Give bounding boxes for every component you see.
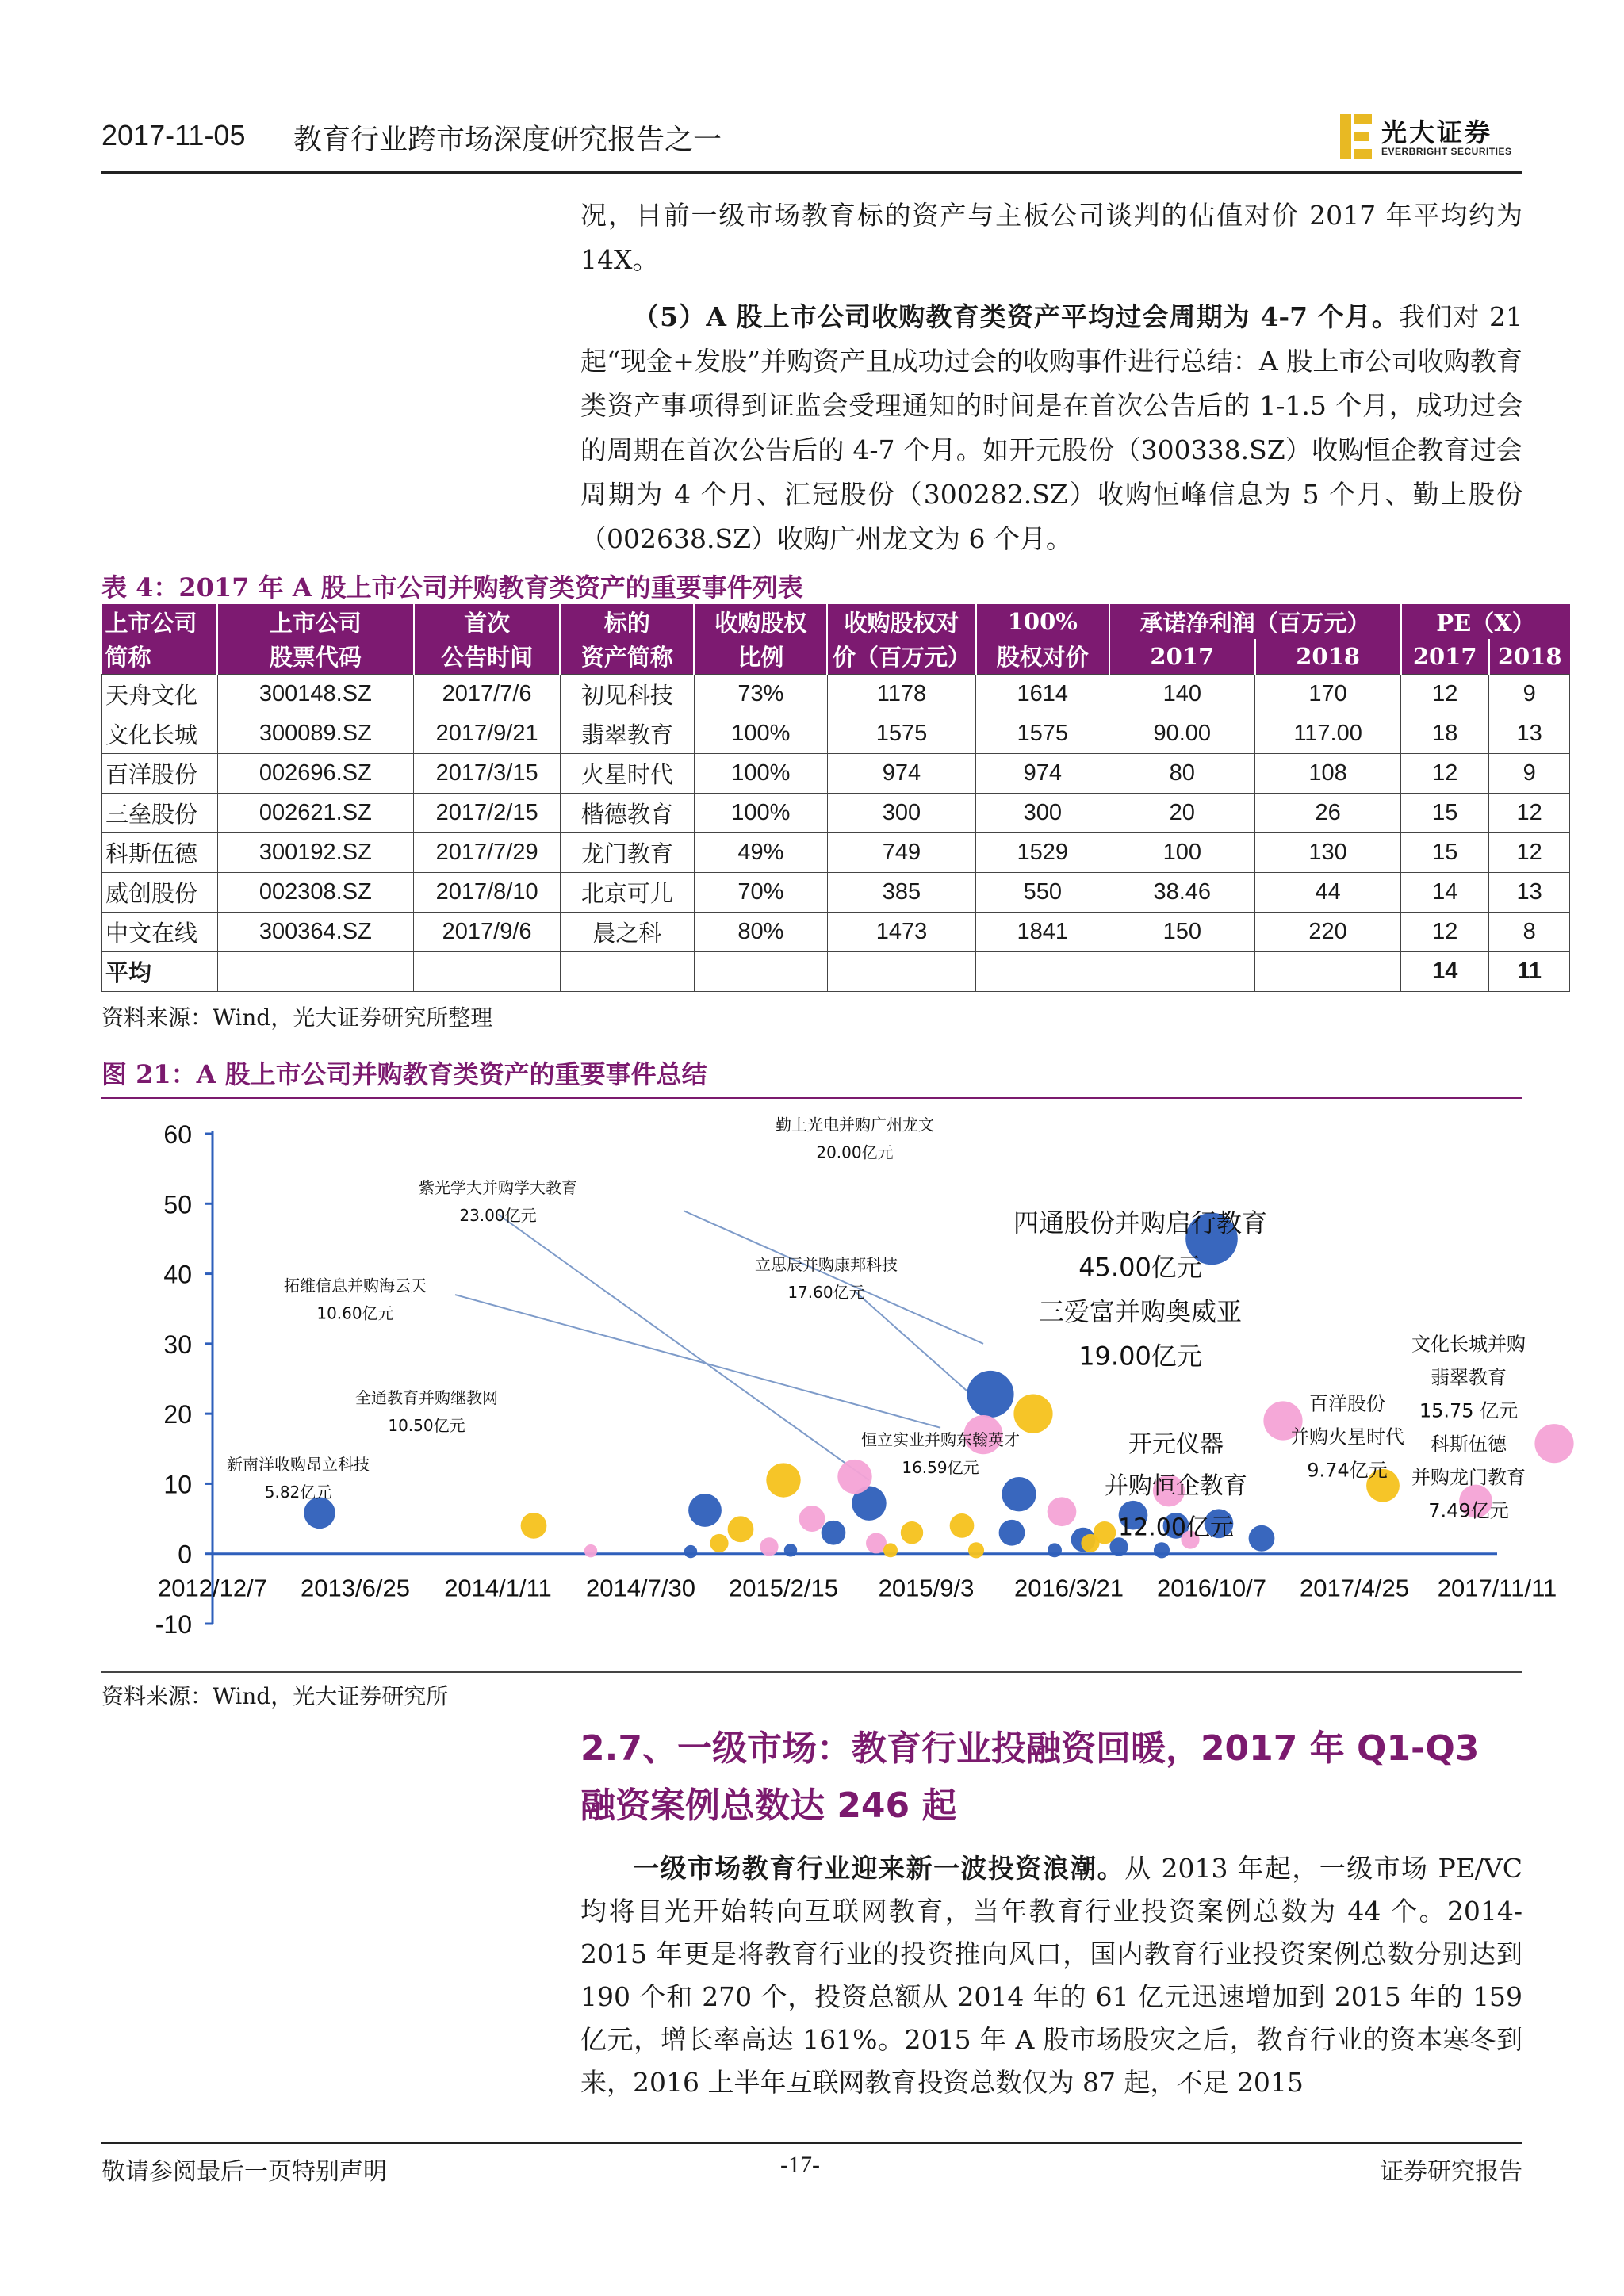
table-cell (560, 951, 694, 991)
table-row (102, 793, 1570, 832)
paragraph-valuation: 况，目前一级市场教育标的资产与主板公司谈判的估值对价 2017 年平均约为 14X。 (580, 200, 1522, 275)
x-tick-label: 2016/10/7 (1157, 1574, 1266, 1602)
y-tick-label: 0 (178, 1540, 192, 1569)
th-target: 标的 (560, 604, 694, 639)
table-cell: 002621.SZ (217, 793, 414, 832)
header-date: 2017-11-05 (102, 119, 246, 151)
th-company: 上市公司 (102, 604, 218, 639)
annotation-label: 开元仪器 (1128, 1430, 1224, 1459)
table-row (102, 674, 1570, 714)
bubble-blue (688, 1494, 722, 1527)
table-cell: 18 (1401, 714, 1489, 753)
table-cell: 300148.SZ (217, 674, 414, 714)
table-cell: 火星时代 (560, 753, 694, 793)
th2-equity: 股权对价 (976, 639, 1109, 674)
table-row (102, 832, 1570, 872)
table-cell: 2017/2/15 (414, 793, 561, 832)
table-cell: 1575 (827, 714, 975, 753)
logo (1340, 111, 1522, 162)
table-cell: 14 (1401, 951, 1489, 991)
bubble-pink (1534, 1424, 1573, 1463)
y-tick-label: 60 (163, 1120, 192, 1149)
table-cell: 晨之科 (560, 912, 694, 951)
annotation-leader-line (855, 1292, 969, 1393)
table-cell: 38.46 (1109, 872, 1255, 912)
footer-disclaimer: 敬请参阅最后一页特别声明 (102, 2158, 387, 2186)
bubble-blue (822, 1521, 846, 1545)
paragraph-approval-cycle-lead: （5）A 股上市公司收购教育类资产平均过会周期为 4-7 个月。 (633, 301, 1400, 332)
table-cell: 12 (1401, 753, 1489, 793)
table-cell: 20 (1109, 793, 1255, 832)
annotation-label: 勤上光电并购广州龙文 (776, 1115, 934, 1135)
table-cell: 1178 (827, 674, 975, 714)
table-cell: 1841 (976, 912, 1109, 951)
table-cell: 130 (1255, 832, 1401, 872)
table-cell: 15 (1401, 793, 1489, 832)
table-header-row-1 (102, 604, 1570, 639)
figure-source: 资料来源：Wind，光大证券研究所 (102, 1683, 449, 1709)
annotation-label: 立思辰并购康邦科技 (755, 1255, 898, 1275)
table-cell: 9 (1489, 753, 1570, 793)
annotation-label: 20.00亿元 (816, 1142, 894, 1162)
annotation-label: 百洋股份 (1309, 1392, 1385, 1415)
th-first: 首次 (414, 604, 561, 639)
table-cell: 12 (1489, 793, 1570, 832)
table-cell: 80 (1109, 753, 1255, 793)
y-tick-label: 30 (163, 1330, 192, 1359)
table-cell (976, 951, 1109, 991)
bubble-pink (760, 1537, 778, 1556)
table-cell: 100% (694, 753, 827, 793)
table-cell: 1575 (976, 714, 1109, 753)
table-cell: 140 (1109, 674, 1255, 714)
annotation-label: 拓维信息并购海云天 (284, 1276, 427, 1295)
annotation-label: 科斯伍德 (1431, 1433, 1507, 1456)
table-source: 资料来源：Wind，光大证券研究所整理 (102, 1004, 493, 1031)
bubble-chart (102, 1100, 1557, 1655)
table-cell: 26 (1255, 793, 1401, 832)
table-row-average (102, 951, 1570, 991)
table-cell (1255, 951, 1401, 991)
bubble-blue (967, 1371, 1013, 1418)
table-cell: 220 (1255, 912, 1401, 951)
table-cell: 12 (1401, 674, 1489, 714)
y-tick-label: 40 (163, 1260, 192, 1289)
table-cell: 80% (694, 912, 827, 951)
y-tick-label: 10 (163, 1470, 192, 1499)
table-cell: 300364.SZ (217, 912, 414, 951)
annotation-label: 并购火星时代 (1290, 1425, 1404, 1448)
bubble-blue (999, 1520, 1025, 1546)
table-cell: 1473 (827, 912, 975, 951)
table-cell (414, 951, 561, 991)
figure-caption: 图 21：A 股上市公司并购教育类资产的重要事件总结 (102, 1059, 707, 1089)
table-cell: 2017/3/15 (414, 753, 561, 793)
ma-events-table (102, 604, 1570, 992)
table-cell: 2017/9/21 (414, 714, 561, 753)
table-cell: 749 (827, 832, 975, 872)
table-row (102, 912, 1570, 951)
table-cell: 中文在线 (102, 912, 218, 951)
bubble-pink (799, 1506, 825, 1532)
y-tick-label: 50 (163, 1190, 192, 1219)
th2-profit-2017: 2017 (1109, 639, 1255, 674)
table-cell: 002308.SZ (217, 872, 414, 912)
table-cell: 49% (694, 832, 827, 872)
paragraph-primary-market (580, 1847, 1522, 2104)
bubble-blue (1154, 1542, 1170, 1558)
table-cell (694, 951, 827, 991)
y-tick-label: -10 (155, 1610, 192, 1639)
bubble-pink (837, 1460, 871, 1494)
table-cell: 天舟文化 (102, 674, 218, 714)
th-consideration: 收购股权对 (827, 604, 975, 639)
annotation-leader-line (455, 1295, 940, 1428)
paragraph-primary-market-text: 从 2013 年起，一级市场 PE/VC 均将目光开始转向互联网教育，当年教育行业投资案例总数为 44 个。2014-2015 年更是将教育行业的投资推向风口，国内教育行业投资案例总数分别达到 190 个和 270 个，投资总额从 2014 年的 61 亿元迅速增加到 2015 年的 159 亿元，增长率高达 161%。2015 年 A 股市场股灾之后，教育行业的资本寒冬到来，2016 上半年互联网教育投资总数仅为 87 起，不足 2015 (580, 1853, 1523, 2098)
header-divider (102, 171, 1522, 174)
annotation-label: 四通股份并购启行教育 (1013, 1207, 1268, 1238)
logo-text-cn: 光大证券 (1381, 117, 1493, 147)
table-cell: 100 (1109, 832, 1255, 872)
table-cell (1109, 951, 1255, 991)
annotation-label: 5.82亿元 (264, 1482, 332, 1502)
bubble-pink (1048, 1497, 1077, 1526)
table-cell: 13 (1489, 872, 1570, 912)
th-code: 上市公司 (217, 604, 414, 639)
table-cell: 108 (1255, 753, 1401, 793)
bubble-gold (901, 1521, 923, 1544)
paragraph-approval-cycle-text: 我们对 21 起“现金+发股”并购资产且成功过会的收购事件进行总结：A 股上市公司收购教育类资产事项得到证监会受理通知的时间是在首次公告后的 1-1.5 个月，成功过会的周期在首次公告后的 4-7 个月。如开元股份（300338.SZ）收购恒企教育过会周期为 4 个月、汇冠股份（300282.SZ）收购恒峰信息为 5 个月、勤上股份（002638.SZ）收购广州龙文为 6 个月。 (580, 301, 1522, 554)
table-cell: 威创股份 (102, 872, 218, 912)
table-cell: 楷德教育 (560, 793, 694, 832)
table-caption: 表 4：2017 年 A 股上市公司并购教育类资产的重要事件列表 (102, 572, 803, 603)
table-cell: 300192.SZ (217, 832, 414, 872)
table-cell: 2017/8/10 (414, 872, 561, 912)
annotation-label: 恒立实业并购东翰英才 (861, 1429, 1020, 1449)
annotation-label: 10.50亿元 (388, 1415, 465, 1435)
annotation-label: 新南洋收购昂立科技 (227, 1454, 370, 1474)
annotation-label: 7.49亿元 (1428, 1499, 1509, 1522)
table-cell: 龙门教育 (560, 832, 694, 872)
th2-code: 股票代码 (217, 639, 414, 674)
footer-divider (102, 2142, 1522, 2144)
bubble-blue (684, 1545, 697, 1558)
annotation-label: 23.00亿元 (459, 1206, 537, 1226)
annotation-label: 16.59亿元 (902, 1457, 979, 1477)
table-cell: 科斯伍德 (102, 832, 218, 872)
annotation-label: 15.75 亿元 (1419, 1399, 1519, 1422)
table-row (102, 753, 1570, 793)
table-cell: 2017/7/6 (414, 674, 561, 714)
page-header (102, 111, 1522, 168)
table-cell: 平均 (102, 951, 218, 991)
table-cell: 12 (1401, 912, 1489, 951)
table-cell (217, 951, 414, 991)
page-number: -17- (780, 2152, 820, 2178)
bubble-gold (968, 1542, 984, 1558)
table-cell: 300089.SZ (217, 714, 414, 753)
figure-caption-rule (102, 1097, 1522, 1099)
annotation-label: 并购恒企教育 (1105, 1472, 1247, 1501)
table-cell: 117.00 (1255, 714, 1401, 753)
bubble-gold (728, 1516, 754, 1542)
bubble-blue (304, 1498, 335, 1529)
table-cell: 北京可儿 (560, 872, 694, 912)
th-pe: PE（X） (1401, 604, 1570, 639)
table-cell: 002696.SZ (217, 753, 414, 793)
table-cell: 12 (1489, 832, 1570, 872)
paragraph-primary-market-lead: 一级市场教育行业迎来新一波投资浪潮。 (633, 1853, 1125, 1884)
table-cell: 14 (1401, 872, 1489, 912)
table-row (102, 714, 1570, 753)
table-cell: 100% (694, 793, 827, 832)
table-cell: 300 (827, 793, 975, 832)
annotation-label: 翡翠教育 (1431, 1366, 1507, 1389)
bubble-blue (1249, 1525, 1275, 1552)
figure-bottom-rule (102, 1671, 1522, 1673)
x-tick-label: 2014/1/11 (444, 1574, 552, 1602)
x-tick-label: 2015/9/3 (878, 1574, 975, 1602)
x-tick-label: 2015/2/15 (729, 1574, 838, 1602)
th2-ratio: 比例 (694, 639, 827, 674)
bubble-gold (950, 1513, 975, 1538)
table-cell: 11 (1489, 951, 1570, 991)
x-tick-label: 2012/12/7 (158, 1574, 267, 1602)
annotation-leader-line (684, 1211, 983, 1344)
table-cell: 1529 (976, 832, 1109, 872)
table-cell: 2017/9/6 (414, 912, 561, 951)
th2-profit-2018: 2018 (1255, 639, 1401, 674)
annotation-label: 9.74亿元 (1307, 1459, 1388, 1482)
table-cell: 1614 (976, 674, 1109, 714)
bubble-blue (784, 1544, 797, 1556)
table-header-row-2 (102, 639, 1570, 674)
bubble-blue (1002, 1477, 1036, 1511)
table-cell (827, 951, 975, 991)
table-cell: 974 (827, 753, 975, 793)
table-cell: 150 (1109, 912, 1255, 951)
annotation-label: 17.60亿元 (787, 1283, 865, 1303)
bubble-blue (1048, 1543, 1062, 1557)
th-stake: 收购股权 (694, 604, 827, 639)
table-cell: 初见科技 (560, 674, 694, 714)
table-cell: 三垒股份 (102, 793, 218, 832)
bubble-pink (584, 1544, 597, 1557)
annotation-label: 12.00亿元 (1118, 1513, 1234, 1542)
table-cell: 70% (694, 872, 827, 912)
logo-text-en: EVERBRIGHT SECURITIES (1381, 146, 1512, 157)
x-tick-label: 2017/4/25 (1300, 1574, 1409, 1602)
annotation-label: 三爱富并购奥威亚 (1038, 1296, 1243, 1327)
annotation-label: 文化长城并购 (1411, 1333, 1526, 1356)
bubble-gold (521, 1513, 547, 1539)
footer-report-type: 证券研究报告 (1380, 2158, 1522, 2186)
annotation-label: 10.60亿元 (316, 1303, 394, 1323)
bubble-gold (710, 1534, 728, 1552)
th-profit: 承诺净利润（百万元） (1109, 604, 1401, 639)
table-row (102, 872, 1570, 912)
table-cell: 2017/7/29 (414, 832, 561, 872)
table-cell: 170 (1255, 674, 1401, 714)
x-tick-label: 2017/11/11 (1437, 1574, 1557, 1602)
table-cell: 90.00 (1109, 714, 1255, 753)
y-tick-label: 20 (163, 1400, 192, 1429)
table-cell: 文化长城 (102, 714, 218, 753)
th2-time: 公告时间 (414, 639, 561, 674)
table-body (102, 674, 1570, 991)
th-full-value: 100% (976, 604, 1109, 639)
table-cell: 8 (1489, 912, 1570, 951)
logo-mark-icon (1340, 114, 1372, 159)
th2-pe-2018: 2018 (1489, 639, 1570, 674)
bubble-gold (1081, 1534, 1099, 1552)
th2-asset: 资产简称 (560, 639, 694, 674)
table-cell: 百洋股份 (102, 753, 218, 793)
paragraph-approval-cycle (580, 295, 1522, 561)
table-cell: 73% (694, 674, 827, 714)
table-cell: 9 (1489, 674, 1570, 714)
bubble-gold (883, 1543, 898, 1557)
annotation-label: 全通教育并购继教网 (355, 1387, 498, 1407)
table-cell: 翡翠教育 (560, 714, 694, 753)
table-cell: 100% (694, 714, 827, 753)
th2-pe-2017: 2017 (1401, 639, 1489, 674)
table-cell: 300 (976, 793, 1109, 832)
annotation-label: 45.00亿元 (1078, 1252, 1202, 1283)
annotation-label: 紫光学大并购学大教育 (419, 1178, 577, 1198)
table-cell: 44 (1255, 872, 1401, 912)
x-tick-label: 2016/3/21 (1014, 1574, 1124, 1602)
bubble-gold (766, 1463, 800, 1497)
section-heading: 2.7、一级市场：教育行业投融资回暖，2017 年 Q1-Q3 融资案例总数达 246 起 (580, 1728, 1480, 1826)
table-cell: 974 (976, 753, 1109, 793)
th2-price: 价（百万元） (827, 639, 975, 674)
x-tick-label: 2014/7/30 (586, 1574, 695, 1602)
th2-abbr: 简称 (102, 639, 218, 674)
annotation-label: 19.00亿元 (1078, 1341, 1202, 1372)
table-cell: 385 (827, 872, 975, 912)
x-tick-label: 2013/6/25 (301, 1574, 410, 1602)
table-cell: 15 (1401, 832, 1489, 872)
table-cell: 13 (1489, 714, 1570, 753)
bubble-gold (1013, 1395, 1052, 1433)
table-cell: 550 (976, 872, 1109, 912)
annotation-label: 并购龙门教育 (1411, 1466, 1526, 1489)
header-title: 教育行业跨市场深度研究报告之一 (293, 124, 722, 156)
annotation-leader-line (498, 1215, 869, 1480)
